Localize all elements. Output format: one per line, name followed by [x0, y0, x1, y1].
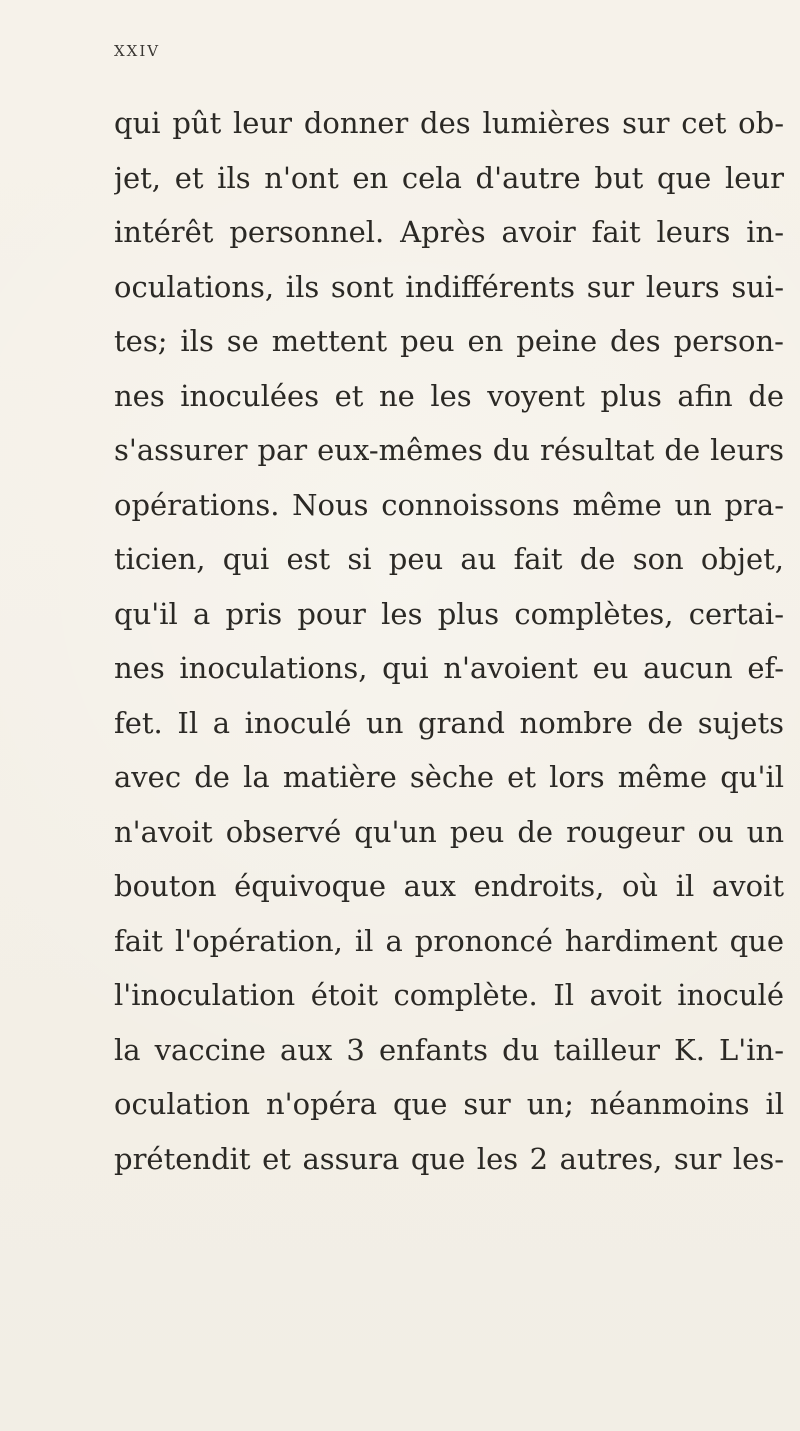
text-line-1: qui pût leur donner des lumières sur cet ob- [114, 106, 784, 140]
text-line-9: ticien, qui est si peu au fait de son objet, [114, 542, 784, 576]
text-line-4: oculations, ils sont indifférents sur leurs sui- [114, 269, 784, 304]
text-line-11: nes inoculations, qui n'avoient eu aucun ef- [114, 651, 784, 685]
text-line-20: prétendit et assura que les 2 autres, sur les- [114, 1141, 784, 1176]
text-line-10: qu'il a pris pour les plus complètes, certai- [114, 596, 784, 631]
text-line-3: intérêt personnel. Après avoir fait leurs in- [114, 215, 784, 249]
page-number-header: XXIV [114, 42, 161, 60]
text-line-2: jet, et ils n'ont en cela d'autre but que leur [114, 160, 784, 195]
text-line-14: n'avoit observé qu'un peu de rougeur ou un [114, 814, 784, 849]
body-text [114, 96, 784, 1186]
text-line-13: avec de la matière sèche et lors même qu'il [114, 760, 784, 794]
text-line-8: opérations. Nous connoissons même un pra- [114, 487, 784, 522]
text-line-19: oculation n'opéra que sur un; néanmoins il [114, 1087, 784, 1121]
text-line-12: fet. Il a inoculé un grand nombre de sujets [114, 705, 784, 740]
text-line-16: fait l'opération, il a prononcé hardiment que [114, 923, 784, 958]
text-line-17: l'inoculation étoit complète. Il avoit inoculé [114, 978, 784, 1012]
text-line-15: bouton équivoque aux endroits, où il avoit [114, 869, 784, 903]
text-line-7: s'assurer par eux-mêmes du résultat de leurs [114, 433, 784, 467]
text-line-18: la vaccine aux 3 enfants du tailleur K. L'in- [114, 1032, 784, 1067]
text-line-5: tes; ils se mettent peu en peine des person- [114, 324, 784, 358]
text-line-6: nes inoculées et ne les voyent plus afin de [114, 378, 784, 413]
